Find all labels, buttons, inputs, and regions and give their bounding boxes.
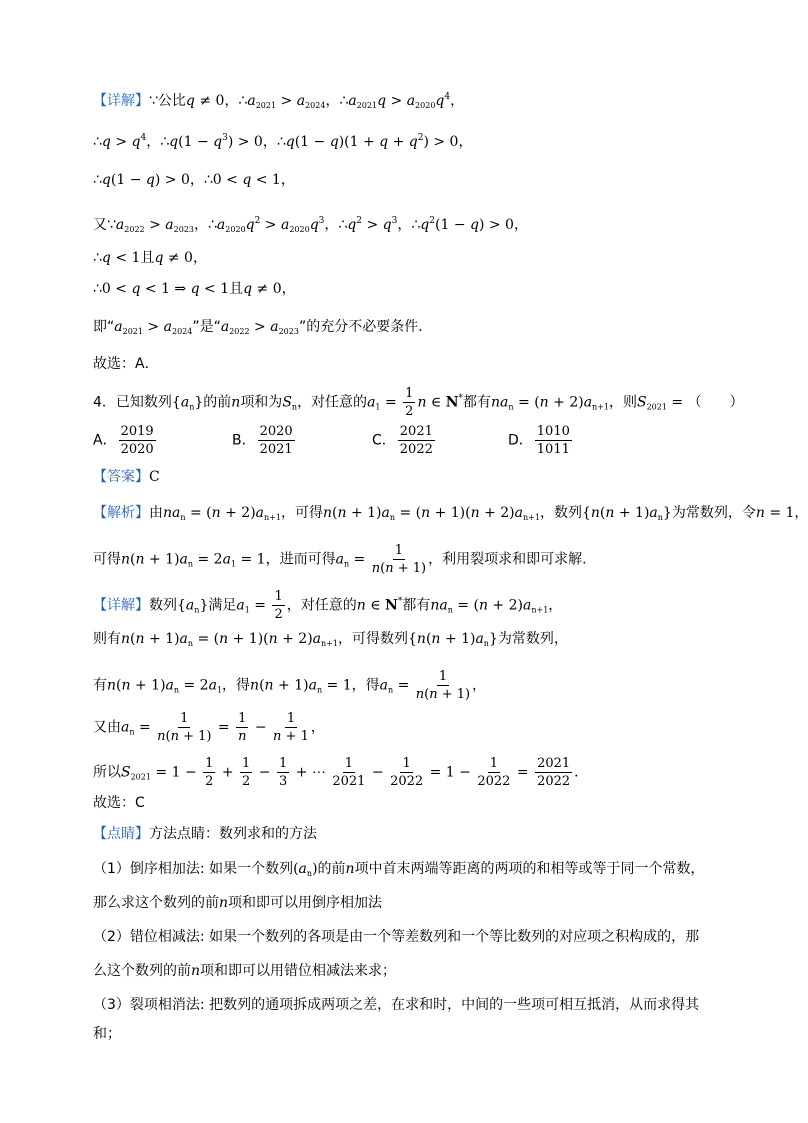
tips-p3-line1: （3）裂项相消法: 把数列的通项拆成两项之差，在求和时，中间的一些项可相互抵消，从而求得其 xyxy=(93,997,700,1013)
detail1-line7: 即“$a_{2021} > a_{2024}$”是“$a_{2022} > a_{2023}$”的充分不必要条件． xyxy=(93,319,433,336)
option-c: C． $\frac{2021}{2022}$ xyxy=(372,424,433,457)
answer-line xyxy=(93,467,703,487)
detail1-line5: ∴q < 1且q ≠ 0， xyxy=(93,250,207,266)
detail1-line1: 【详解】∵公比q ≠ 0，$\therefore a_{2021} > a_{2024}$，$\therefore a_{2021}q > a_{2020}q^4$， xyxy=(93,92,465,110)
detail2-line4: 又由$a_n$ = $\frac{1}{n(n + 1)}$ = $\frac{1}{n}$ − $\frac{1}{n + 1}$ ， xyxy=(93,711,325,744)
tips-p2-line2: 么这个数列的前n项和即可以用错位相减法来求； xyxy=(93,963,397,979)
analysis-line1: 【解析】由$na_n = (n + 2)a_{n+1}$，可得$n(n + 1)a_n = (n + 1)(n + 2)a_{n+1}$，数列$\{n(n + 1)a_n\}$为常数列，令n = 1， xyxy=(93,505,808,522)
detail2-line3: 有$n(n + 1)a_n = 2a_1$，得$n(n + 1)a_n = 1$，得$a_n$ = $\frac{1}{n(n + 1)}$ ， xyxy=(93,669,487,702)
tips-p2-line1: （2）错位相减法: 如果一个数列的各项是由一个等差数列和一个等比数列的对应项之积构成的，那 xyxy=(93,929,700,945)
question-4-stem: 4．已知数列$\{a_n\}$的前n项和为$S_n$，对任意的$a_1$ = $\frac{1}{2}$ n ∈ N*都有$na_n = (n + 2)a_{n+1}$，则$S_{2021}$ = （ ） xyxy=(93,386,744,419)
tips-p1-line2: 那么求这个数列的前n项和即可以用倒序相加法 xyxy=(93,895,383,911)
detail2-line1: 【详解】数列$\{a_n\}$满足$a_1$ = $\frac{1}{2}$ ，对任意的n ∈ N*都有$na_n = (n + 2)a_{n+1}$， xyxy=(93,589,563,622)
detail1-choice: 故选：A． xyxy=(93,356,159,372)
option-d: D． $\frac{1010}{1011}$ xyxy=(508,424,570,457)
detail2-choice: 故选：C xyxy=(93,795,145,811)
answer-tag: 【答案】 xyxy=(93,469,149,485)
detail1-line4: 又$\because a_{2022} > a_{2023}$，$\therefore a_{2020}q^2 > a_{2020}q^3$，$\therefore q^2 > q^3$，$\therefore q^2(1 - q) > 0$， xyxy=(93,216,528,234)
tips-p3-line2: 和； xyxy=(93,1026,121,1042)
detail-tag: 【详解】 xyxy=(93,93,149,109)
detail1-line6: ∴0 < q < 1 ⇒ q < 1且q ≠ 0， xyxy=(93,281,296,297)
option-a: A． $\frac{2019}{2020}$ xyxy=(93,424,154,457)
detail1-line3: ∴q(1 − q) > 0，∴0 < q < 1， xyxy=(93,172,295,188)
answer-value: C xyxy=(149,469,160,485)
option-b: B． $\frac{2020}{2021}$ xyxy=(232,424,293,457)
tips-title: 【点睛】方法点睛：数列求和的方法 xyxy=(93,826,317,842)
detail1-line2: ∴q > $q^4$，∴q(1 − $q^3) > 0$，∴q(1 − $q)(1 + q + q^2) > 0$， xyxy=(93,133,473,150)
detail2-line2: 则有$n(n + 1)a_n = (n + 1)(n + 2)a_{n+1}$，可得数列$\{n(n + 1)a_n\}$为常数列， xyxy=(93,631,568,648)
detail2-line5: 所以$S_{2021} = 1$ − $\frac{1}{2}$ + $\frac{1}{2}$ − $\frac{1}{3}$ + ⋯ $\frac{1}{2021}$ − $\frac{1}{2022}$ = 1 − $\frac{1}{2022}$ = $\frac{2021}{2022}$ ． xyxy=(93,756,589,789)
analysis-tag: 【解析】 xyxy=(93,505,149,521)
tips-p1-line1: （1）倒序相加法: 如果一个数列$(a_n)$的前n项中首末两端等距离的两项的和相等或等于同一个常数， xyxy=(93,861,705,878)
tips-tag: 【点睛】 xyxy=(93,826,149,842)
analysis-line2: 可得$n(n + 1)a_n = 2a_1 = 1$，进而可得$a_n$ = $\frac{1}{n(n + 1)}$ ，利用裂项求和即可求解. xyxy=(93,543,587,576)
detail-tag-2: 【详解】 xyxy=(93,597,149,614)
